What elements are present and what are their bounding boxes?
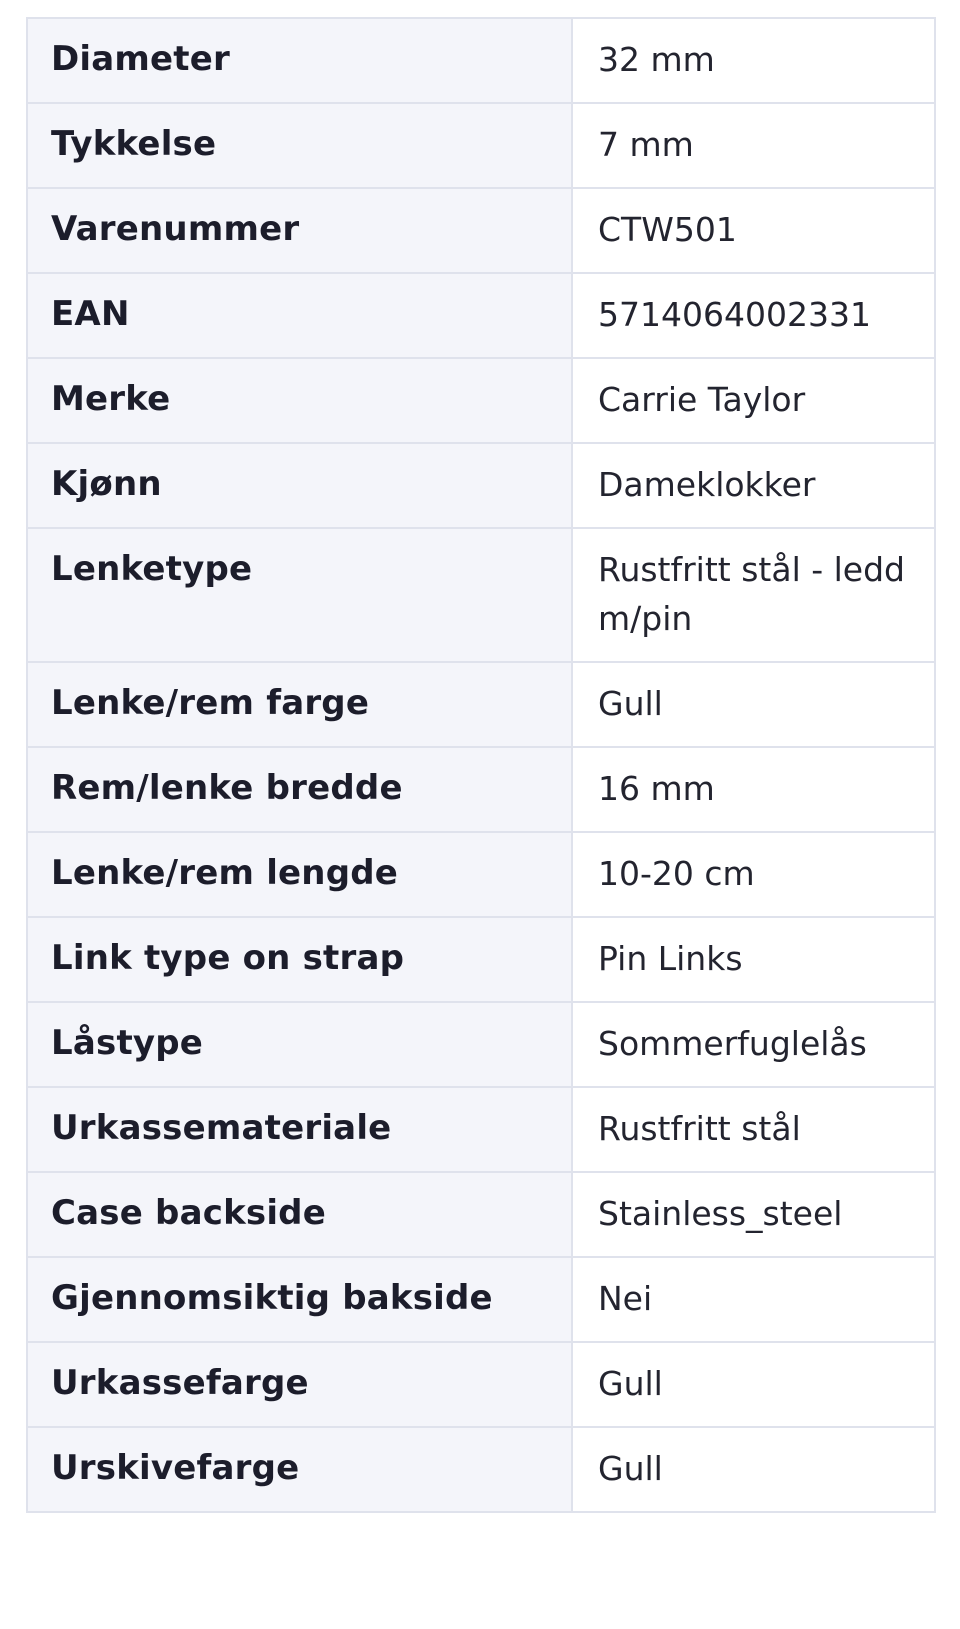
spec-label: Link type on strap <box>27 917 572 1002</box>
spec-value: 10-20 cm <box>572 832 935 917</box>
table-row <box>27 662 935 747</box>
spec-label: EAN <box>27 273 572 358</box>
spec-value: Stainless_steel <box>572 1172 935 1257</box>
spec-value: 7 mm <box>572 103 935 188</box>
spec-value: Sommerfuglelås <box>572 1002 935 1087</box>
spec-label: Urkassefarge <box>27 1342 572 1427</box>
spec-label: Urskivefarge <box>27 1427 572 1512</box>
table-row <box>27 273 935 358</box>
table-row <box>27 443 935 528</box>
table-row <box>27 188 935 273</box>
spec-label: Tykkelse <box>27 103 572 188</box>
spec-value: Carrie Taylor <box>572 358 935 443</box>
table-row <box>27 832 935 917</box>
table-row <box>27 528 935 662</box>
table-row <box>27 358 935 443</box>
spec-value: CTW501 <box>572 188 935 273</box>
spec-value: Pin Links <box>572 917 935 1002</box>
spec-value: Gull <box>572 1427 935 1512</box>
spec-label: Kjønn <box>27 443 572 528</box>
spec-label: Urkassemateriale <box>27 1087 572 1172</box>
table-row <box>27 18 935 103</box>
table-row <box>27 917 935 1002</box>
spec-value: 5714064002331 <box>572 273 935 358</box>
spec-value: Gull <box>572 1342 935 1427</box>
spec-value: Rustfritt stål - ledd m/pin <box>572 528 935 662</box>
spec-value: 16 mm <box>572 747 935 832</box>
table-row <box>27 1427 935 1512</box>
spec-value: Rustfritt stål <box>572 1087 935 1172</box>
product-spec-table <box>26 17 936 1513</box>
spec-label: Case backside <box>27 1172 572 1257</box>
spec-label: Rem/lenke bredde <box>27 747 572 832</box>
spec-label: Låstype <box>27 1002 572 1087</box>
spec-label: Lenke/rem lengde <box>27 832 572 917</box>
table-row <box>27 1087 935 1172</box>
table-row <box>27 1257 935 1342</box>
spec-label: Varenummer <box>27 188 572 273</box>
spec-label: Diameter <box>27 18 572 103</box>
spec-label: Gjennomsiktig bakside <box>27 1257 572 1342</box>
spec-label: Lenketype <box>27 528 572 662</box>
table-row <box>27 1172 935 1257</box>
table-row <box>27 747 935 832</box>
spec-value: Gull <box>572 662 935 747</box>
spec-value: Dameklokker <box>572 443 935 528</box>
spec-label: Merke <box>27 358 572 443</box>
spec-value: 32 mm <box>572 18 935 103</box>
table-row <box>27 1342 935 1427</box>
spec-label: Lenke/rem farge <box>27 662 572 747</box>
table-row <box>27 103 935 188</box>
spec-value: Nei <box>572 1257 935 1342</box>
table-row <box>27 1002 935 1087</box>
